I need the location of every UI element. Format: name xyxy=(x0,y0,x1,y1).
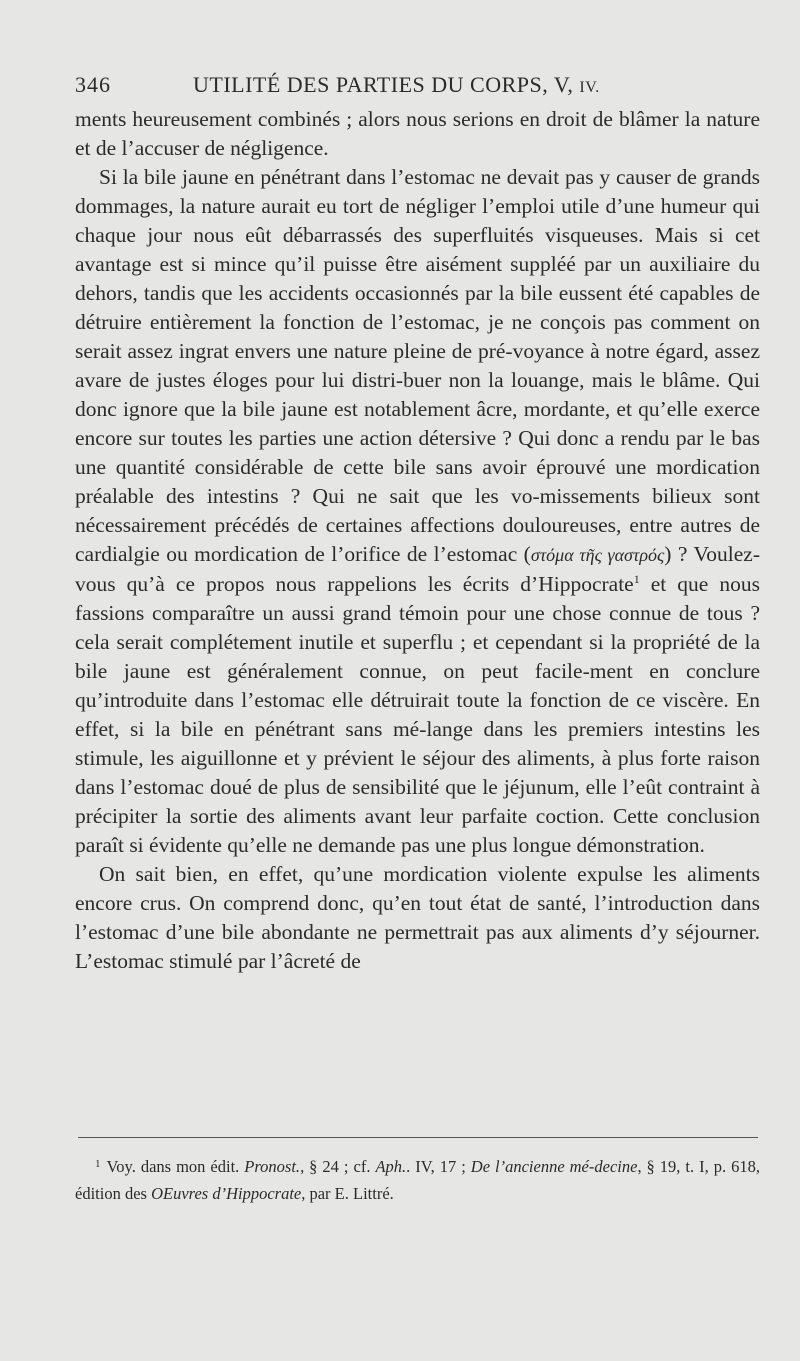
footnote xyxy=(75,1151,760,1207)
footnote-text: . IV, 17 ; xyxy=(406,1157,466,1176)
running-title xyxy=(193,72,600,98)
footnote-text: Voy. dans mon édit. xyxy=(106,1157,240,1176)
paragraph-text: et que nous fassions comparaître un aussi grand témoin pour une chose connue de tous ? cela serait complétement inutile et superflu ; et cependant si la propriété de la bile jaune est généralement connue, on peut facile-ment en conclure qu’introduite dans l’estomac elle détruirait toute la fonction de ce viscère. En effet, si la bile en pénétrant sans mé-lange dans les premiers intestins les stimule, les aiguillonne et y prévient le séjour des aliments, à plus forte raison dans l’estomac doué de plus de sensibilité que le jéjunum, elle l’eût contraint à précipiter la sortie des aliments avant leur parfaite coction. Cette conclusion paraît si évidente qu’elle ne demande pas une plus longue démonstration. xyxy=(75,572,760,857)
page-number: 346 xyxy=(75,72,111,97)
footnote-reference: 1 xyxy=(633,572,640,586)
footnote-divider xyxy=(78,1137,758,1138)
footnote-title: Aph. xyxy=(375,1157,407,1176)
running-title-chapter: IV. xyxy=(579,79,600,96)
paragraph-text: Si la bile jaune en pénétrant dans l’estomac ne devait pas y causer de grands dommages, la nature aurait eu tort de négliger l’emploi utile d’une humeur qui chaque jour nous eût débarrassés des superfluités visqueuses. Mais si cet avantage est si mince qu’il puisse être aisément suppléé par un auxiliaire du dehors, tandis que les accidents occasionnés par la bile eussent été capables de détruire entièrement la fonction de l’estomac, je ne conçois pas comment on serait assez ingrat envers une nature pleine de pré-voyance à notre égard, assez avare de justes éloges pour lui distri-buer non la louange, mais le blâme. Qui donc ignore que la bile jaune est notablement âcre, mordante, et qu’elle exerce encore sur toutes les parties une action détersive ? Qui donc a rendu par le bas une quantité considérable de cette bile sans avoir éprouvé une mordication préalable des intestins ? Qui ne sait que les vo-missements bilieux sont nécessairement précédés de certaines affections douloureuses, entre autres de cardialgie ou mordication de l’orifice de l’estomac ( xyxy=(75,165,760,566)
footnote-text: , par E. Littré. xyxy=(301,1184,394,1203)
footnote-title: De l’ancienne mé-decine xyxy=(470,1157,638,1176)
paragraph: On sait bien, en effet, qu’une mordication violente expulse les aliments encore crus. On comprend donc, qu’en tout état de santé, l’introduction dans l’estomac d’une bile abondante ne permettrait pas aux aliments d’y séjourner. L’estomac stimulé par l’âcreté de xyxy=(75,862,760,973)
page-header xyxy=(75,70,765,104)
paragraph: ments heureusement combinés ; alors nous serions en droit de blâmer la nature et de l’accuser de négligence. xyxy=(75,107,760,160)
footnote-title: Pronost. xyxy=(244,1157,301,1176)
footnote-text: , § 19, t. I, p. 618, édition des xyxy=(75,1157,760,1203)
body-text xyxy=(75,105,760,976)
paragraph-text: ) ? Voulez-vous qu’à ce propos nous rappelions les écrits d’Hippocrate xyxy=(75,542,760,596)
greek-phrase: στόμα τῆς γαστρός xyxy=(530,545,665,565)
footnote-text: , § 24 ; cf. xyxy=(300,1157,371,1176)
running-title-text: UTILITÉ DES PARTIES DU CORPS, V, xyxy=(193,72,574,97)
footnote-mark: 1 xyxy=(95,1158,101,1170)
footnote-title: OEuvres d’Hippocrate xyxy=(151,1184,302,1203)
paragraph xyxy=(75,163,760,860)
